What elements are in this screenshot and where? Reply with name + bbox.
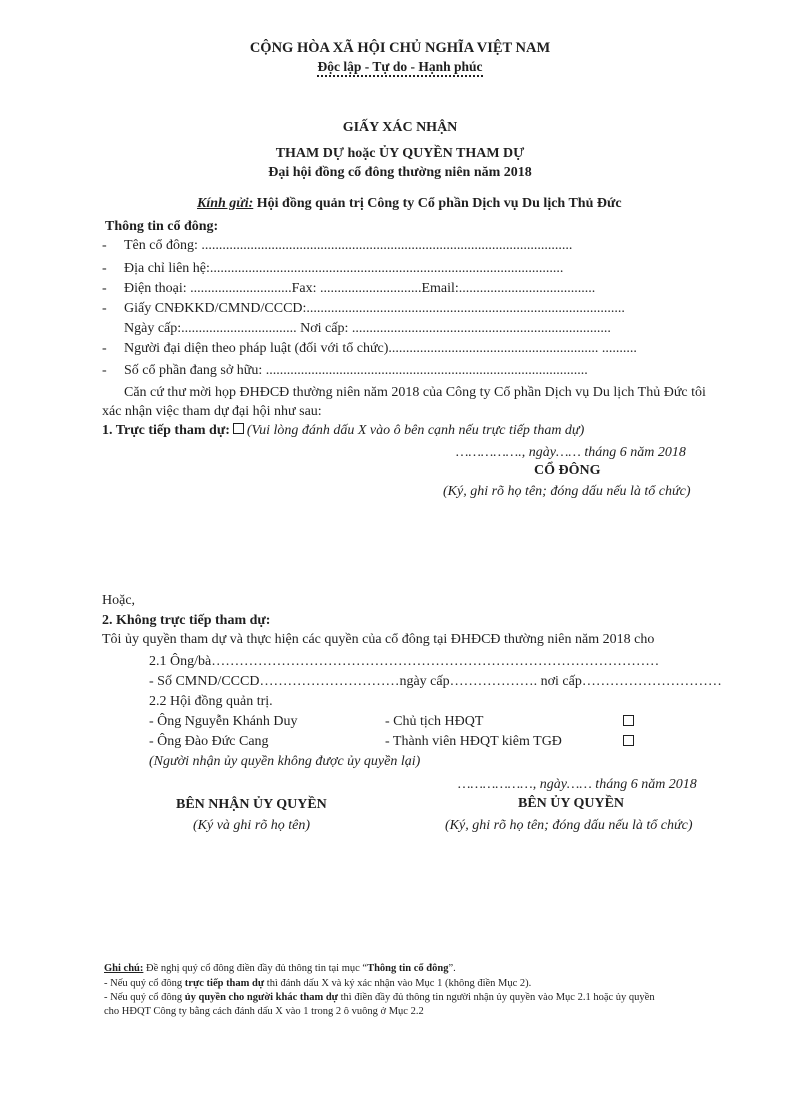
shareholder-heading: Thông tin cổ đông: xyxy=(105,219,219,234)
section1-hint: (Vui lòng đánh dấu X vào ô bên cạnh nếu trực tiếp tham dự) xyxy=(246,423,585,438)
recipient-line xyxy=(197,196,622,212)
section2-label: 2. Không trực tiếp tham dự: xyxy=(102,613,271,628)
proxy-ceo-checkbox[interactable] xyxy=(623,735,634,746)
receiver-title: BÊN NHẬN ỦY QUYỀN xyxy=(176,797,327,812)
proxy-note: (Người nhận ủy quyền không được ủy quyền lại) xyxy=(149,754,421,769)
section1-label: 1. Trực tiếp tham dự: xyxy=(102,423,230,438)
shares-owned-field[interactable]: Số cổ phần đang sở hữu: ............................................................................................ xyxy=(124,363,588,378)
footnote-line1: Ghi chú: Đề nghị quý cổ đông điền đầy đủ thông tin tại mục “Thông tin cổ đông”. xyxy=(104,963,456,974)
intro-text-line1: Căn cứ thư mời họp ĐHĐCĐ thường niên năm 2018 của Công ty Cổ phần Dịch vụ Du lịch Thủ Đức tôi xyxy=(124,385,706,400)
dash-bullet: - xyxy=(102,261,107,276)
proxy-person-field[interactable]: 2.1 Ông/bà…………………………………………………………………………………… xyxy=(149,654,660,669)
attend-direct-checkbox[interactable] xyxy=(233,423,244,434)
proxy-board-option: 2.2 Hội đồng quản trị. xyxy=(149,694,273,709)
proxy-id-field[interactable]: - Số CMND/CCCD…………………………ngày cấp………………. nơi cấp………………………… xyxy=(149,674,722,689)
receiver-sign-hint: (Ký và ghi rõ họ tên) xyxy=(193,818,311,833)
recipient-label: Kính gửi: xyxy=(197,196,254,211)
board-member-name: - Ông Đào Đức Cang xyxy=(149,734,269,749)
giver-sign-hint: (Ký, ghi rõ họ tên; đóng dấu nếu là tổ chức) xyxy=(445,818,693,833)
document-subtitle: THAM DỰ hoặc ỦY QUYỀN THAM DỰ xyxy=(275,146,525,161)
document-title: GIẤY XÁC NHẬN xyxy=(342,120,458,135)
or-label: Hoặc, xyxy=(102,593,136,608)
national-motto: Độc lập - Tự do - Hạnh phúc xyxy=(0,59,800,75)
legal-rep-field[interactable]: Người đại diện theo pháp luật (đối với tổ chức)............................................................ .......... xyxy=(124,341,637,356)
section1-date[interactable]: ……………., ngày…… tháng 6 năm 2018 xyxy=(456,445,686,460)
section1-line xyxy=(102,423,584,439)
footnote-line2: - Nếu quý cổ đông trực tiếp tham dự thì đánh dấu X và ký xác nhận vào Mục 1 (không điền Mục 2). xyxy=(104,978,532,989)
shareholder-name-field[interactable]: Tên cổ đông: .......................................................................................................... xyxy=(124,238,573,253)
footnote-line4: cho HĐQT Công ty bằng cách đánh dấu X vào 1 trong 2 ô vuông ở Mục 2.2 xyxy=(104,1006,424,1017)
proxy-chairman-checkbox[interactable] xyxy=(623,715,634,726)
id-issue-field[interactable]: Ngày cấp:................................. Nơi cấp: .......................................................................... xyxy=(124,321,611,336)
section1-signer: CỔ ĐÔNG xyxy=(534,463,601,478)
shareholder-contact-field[interactable]: Điện thoại: .............................Fax: .............................Email:....................................... xyxy=(124,281,596,296)
shareholder-id-field[interactable]: Giấy CNĐKKD/CMND/CCCD:........................................................................................... xyxy=(124,301,625,316)
section1-sign-hint: (Ký, ghi rõ họ tên; đóng dấu nếu là tổ chức) xyxy=(443,484,691,499)
board-member-role: - Chủ tịch HĐQT xyxy=(385,714,484,729)
dash-bullet: - xyxy=(102,301,107,316)
dash-bullet: - xyxy=(102,341,107,356)
section2-intro: Tôi ủy quyền tham dự và thực hiện các quyền của cổ đông tại ĐHĐCĐ thường niên năm 2018 cho xyxy=(102,632,655,647)
dash-bullet: - xyxy=(102,363,107,378)
dash-bullet: - xyxy=(102,281,107,296)
dash-bullet: - xyxy=(102,238,107,253)
intro-text-line2: xác nhận việc tham dự đại hội như sau: xyxy=(102,404,322,419)
country-name: CỘNG HÒA XÃ HỘI CHỦ NGHĨA VIỆT NAM xyxy=(249,40,551,56)
footnote-line3: - Nếu quý cổ đông ủy quyền cho người khác tham dự thì điền đầy đủ thông tin người nhận ủy quyền vào Mục 2.1 hoặc ủy quyền xyxy=(104,992,655,1003)
giver-title: BÊN ỦY QUYỀN xyxy=(518,796,625,811)
footnote-label: Ghi chú: xyxy=(104,963,144,974)
meeting-name: Đại hội đồng cổ đông thường niên năm 2018 xyxy=(268,165,532,180)
board-member-name: - Ông Nguyễn Khánh Duy xyxy=(149,714,298,729)
section2-date[interactable]: ………………, ngày…… tháng 6 năm 2018 xyxy=(458,777,697,792)
shareholder-address-field[interactable]: Địa chỉ liên hệ:..................................................................................................... xyxy=(124,261,564,276)
recipient-value: Hội đồng quản trị Công ty Cổ phần Dịch vụ Du lịch Thủ Đức xyxy=(256,196,622,211)
board-member-role: - Thành viên HĐQT kiêm TGĐ xyxy=(385,734,562,749)
